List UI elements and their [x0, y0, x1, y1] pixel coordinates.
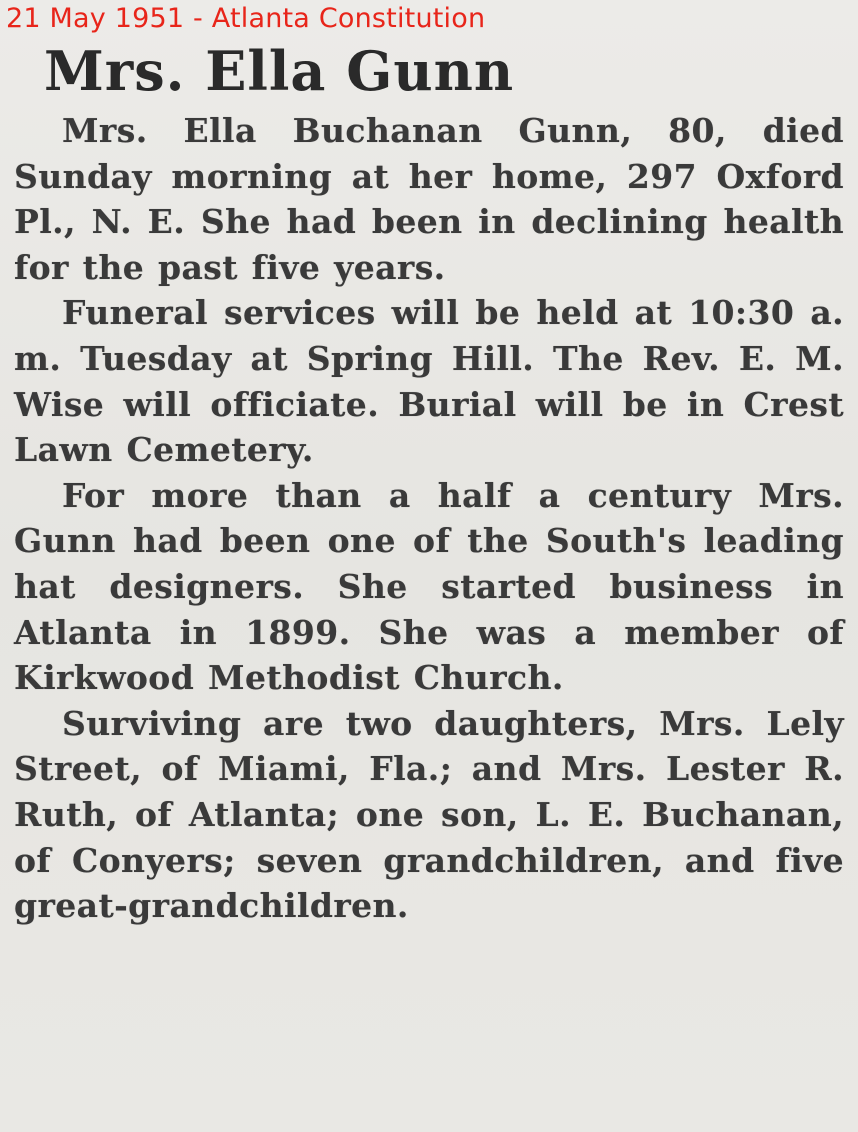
- paragraph-career: For more than a half a century Mrs. Gunn had been one of the South's leading hat designers. She started business in Atlanta in 1899. She was a member of Kirkwood Methodist Church.: [14, 475, 844, 698]
- source-caption: 21 May 1951 - Atlanta Constitution: [6, 3, 486, 34]
- paragraph-death-notice: Mrs. Ella Buchanan Gunn, 80, died Sunday morning at her home, 297 Oxford Pl., N. E. She had been in declining health for the past five years.: [14, 111, 844, 287]
- paragraph-funeral-services: Funeral services will be held at 10:30 a. m. Tuesday at Spring Hill. The Rev. E. M. Wise will officiate. Burial will be in Crest Lawn Cemetery.: [14, 293, 844, 470]
- paragraph-survivors: Surviving are two daughters, Mrs. Lely Street, of Miami, Fla.; and Mrs. Lester R. Ruth, of Atlanta; one son, L. E. Buchanan, of Conyers; seven grandchildren, and five great-grandchildren.: [14, 703, 844, 926]
- obituary-body: [14, 108, 844, 929]
- obituary-headline: Mrs. Ella Gunn: [44, 39, 515, 103]
